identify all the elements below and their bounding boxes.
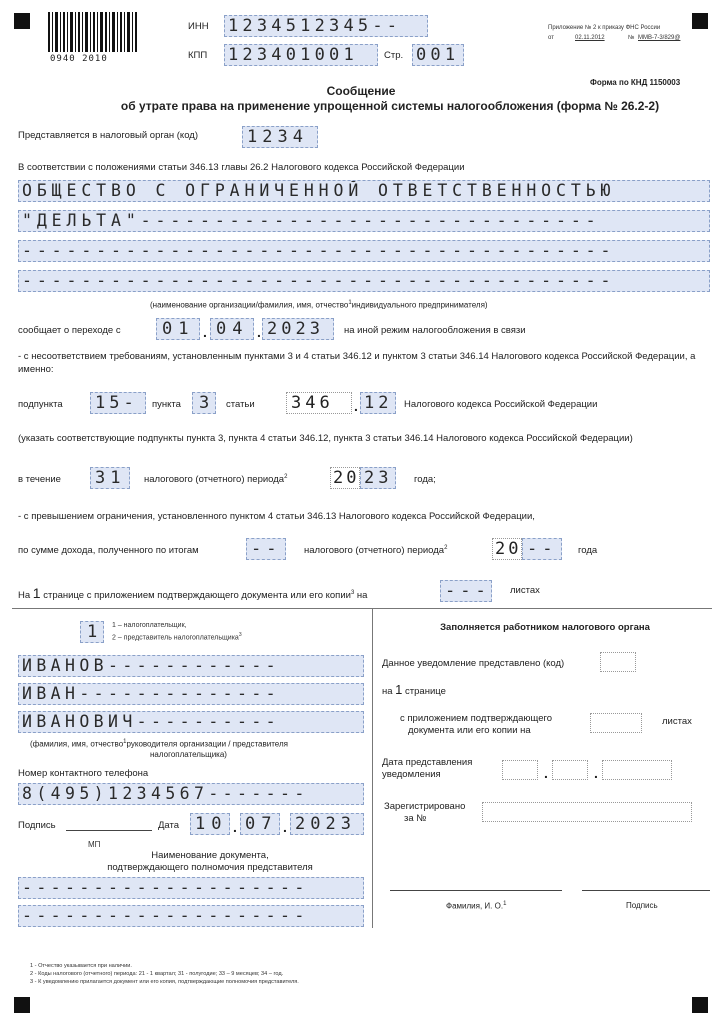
- signer-type-option-1: 1 – налогоплательщик,: [112, 622, 187, 629]
- period2-year-prefix: 20: [492, 538, 522, 560]
- signer-name-field[interactable]: ИВАН--------------: [18, 683, 364, 705]
- signer-patronymic-field[interactable]: ИВАНОВИЧ----------: [18, 711, 364, 733]
- date-separator: .: [544, 765, 548, 781]
- period1-period-text: налогового (отчетного) периода: [144, 474, 285, 486]
- org-name-line-2[interactable]: "ДЕЛЬТА"-------------------------------: [18, 210, 710, 232]
- signer-type-field[interactable]: 1: [80, 621, 104, 643]
- signer-surname-field[interactable]: ИВАНОВ------------: [18, 655, 364, 677]
- fio-label: [446, 901, 506, 911]
- submission-year-field[interactable]: [602, 760, 672, 780]
- inn-field[interactable]: 1234512345--: [224, 15, 428, 37]
- org-name-caption-text: (наименование организации/фамилия, имя, отчество: [150, 300, 349, 310]
- org-name-caption: [150, 300, 488, 310]
- attachment-tail: листах: [662, 716, 692, 727]
- kpp-label: КПП: [188, 50, 208, 61]
- footnote-3: 3 - К уведомлению прилагается документ или его копия, подтверждающие полномочия представителя.: [30, 979, 299, 985]
- submission-month-field[interactable]: [552, 760, 588, 780]
- signer-caption-text: (фамилия, имя, отчество: [30, 739, 124, 749]
- registration-number-field[interactable]: [482, 802, 692, 822]
- article-separator: .: [354, 398, 358, 414]
- signer-type-option-2-text: 2 – представитель налогоплательщика: [112, 634, 239, 642]
- doc-label-line-2: подтверждающего полномочия представителя: [107, 862, 313, 873]
- period2-sup: 2: [444, 545, 448, 551]
- period1-tail: года;: [414, 474, 436, 485]
- footnote-2: 2 - Коды налогового (отчетного) периода: 21 - 1 квартал; 31 - полугодие; 33 – 9 месяцев; 34 – год.: [30, 971, 284, 977]
- registration-label-1: Зарегистрировано: [384, 801, 466, 812]
- submission-date-label-1: Дата представления: [382, 757, 473, 768]
- period1-field[interactable]: [90, 467, 130, 489]
- pages-prefix: На: [18, 590, 31, 601]
- on-pages-prefix: на: [382, 686, 393, 697]
- footnotes: [30, 962, 299, 986]
- period1-sup: 2: [284, 474, 288, 480]
- transition-label: сообщает о переходе с: [18, 325, 121, 336]
- fio-label-text: Фамилия, И. О.: [446, 901, 504, 911]
- appendix-order-number: ММВ-7-3/829@: [638, 35, 681, 41]
- sheets-tail: листах: [510, 585, 540, 596]
- page-number-label: Стр.: [384, 50, 404, 61]
- date-separator: .: [233, 819, 237, 835]
- sign-date-day-field[interactable]: 10: [190, 813, 230, 835]
- page-title: Сообщение: [326, 84, 396, 98]
- transition-day-field[interactable]: 01: [156, 318, 200, 340]
- sign-date-year-field[interactable]: 2023: [290, 813, 364, 835]
- period2-tail: года: [578, 545, 598, 556]
- date-separator: .: [203, 324, 207, 340]
- org-name-caption-end: индивидуального предпринимателя): [351, 300, 488, 310]
- phone-field[interactable]: 8(495)1234567-------: [18, 783, 364, 805]
- attachment-label-line-2: документа или его копии на: [408, 725, 531, 736]
- sign-date-label: Дата: [158, 820, 180, 831]
- period2-label: по сумме дохода, полученного по итогам: [18, 545, 199, 556]
- tax-office-field[interactable]: 1234: [242, 126, 318, 148]
- barcode-number: 0940 2010: [50, 54, 108, 64]
- appendix-from-label: от: [548, 35, 554, 41]
- signer-type-sup: 3: [238, 632, 242, 638]
- corner-marker-top-left: [14, 13, 30, 29]
- on-pages-line: [382, 682, 446, 697]
- inn-label: ИНН: [188, 21, 209, 32]
- signature-label: Подпись: [18, 820, 56, 831]
- subitem-field[interactable]: 15-: [90, 392, 146, 414]
- appendix-no-label: №: [628, 35, 635, 41]
- article-tail: Налогового кодекса Российской Федерации: [404, 399, 598, 410]
- noncompliance-text: - с несоответствием требованиям, установленным пунктами 3 и 4 статьи 346.12 и пунктом 3 статьи 346.14 Налогового кодекса Российской Федерации, а именно:: [18, 351, 696, 375]
- doc-label-line-1: Наименование документа,: [151, 850, 269, 861]
- page-subtitle: об утрате права на применение упрощенной системы налогообложения (форма № 26.2-2): [120, 99, 660, 113]
- section-divider: [12, 608, 712, 609]
- submitted-label: Данное уведомление представлено (код): [382, 658, 565, 669]
- sheets-field[interactable]: ---: [440, 580, 492, 602]
- item-label: пункта: [152, 399, 181, 410]
- pages-sup: 3: [350, 589, 355, 596]
- tax-authority-title: Заполняется работником налогового органа: [440, 622, 650, 633]
- phone-label: Номер контактного телефона: [18, 768, 149, 779]
- on-pages-suffix: странице: [405, 686, 446, 697]
- barcode: [48, 12, 140, 52]
- tax-office-label: Представляется в налоговый орган (код): [18, 130, 198, 141]
- form-code: Форма по КНД 1150003: [590, 78, 681, 87]
- sign-line: [582, 890, 710, 891]
- period2-period-label: [304, 545, 447, 556]
- signer-type-option-2: [112, 632, 242, 641]
- article-label: статьи: [226, 399, 255, 410]
- period1-year-field[interactable]: 23: [360, 467, 396, 489]
- kpp-field[interactable]: 123401001: [224, 44, 378, 66]
- org-name-line-3[interactable]: ----------------------------------------: [18, 240, 710, 262]
- pages-count: 1: [32, 585, 41, 601]
- authority-sign-label: Подпись: [626, 901, 658, 910]
- date-separator: .: [594, 765, 598, 781]
- corner-marker-bottom-right: [692, 997, 708, 1013]
- pages-middle: странице с приложением подтверждающего документа или его копии: [43, 590, 351, 601]
- period2-field[interactable]: --: [246, 538, 286, 560]
- pages-on: на: [356, 590, 368, 601]
- signer-caption-line-1: [30, 739, 288, 749]
- page-number-field[interactable]: 001: [412, 44, 464, 66]
- doc-name-line-1[interactable]: --------------------: [18, 877, 364, 899]
- submission-day-field[interactable]: [502, 760, 538, 780]
- appendix-line: Приложение № 2 к приказу ФНС России: [548, 25, 661, 31]
- period2-year-field[interactable]: --: [522, 538, 562, 560]
- appendix-date: 02.11.2012: [575, 35, 605, 41]
- submission-date-label-2: уведомления: [382, 769, 441, 780]
- transition-year-field[interactable]: 2023: [262, 318, 334, 340]
- submitted-code-field[interactable]: [600, 652, 636, 672]
- sign-date-month-field[interactable]: 07: [240, 813, 280, 835]
- doc-name-line-2[interactable]: --------------------: [18, 905, 364, 927]
- transition-tail: на иной режим налогообложения в связи: [344, 325, 526, 336]
- article-field-a[interactable]: 346: [286, 392, 352, 414]
- signer-caption-sup: 1: [123, 739, 127, 745]
- subitem-label: подпункта: [18, 399, 63, 410]
- basis-text: В соответствии с положениями статьи 346.13 главы 26.2 Налогового кодекса Российской Федерации: [18, 162, 465, 173]
- pages-line: [18, 585, 367, 601]
- attachment-label-line-1: с приложением подтверждающего: [400, 713, 553, 724]
- period1-year-prefix: 20: [330, 467, 360, 489]
- date-separator: .: [283, 819, 287, 835]
- excess-text: - с превышением ограничения, установленного пунктом 4 статьи 346.13 Налогового кодекса Российской Федерации,: [18, 511, 535, 522]
- transition-month-field[interactable]: 04: [210, 318, 254, 340]
- item-field[interactable]: 3: [192, 392, 216, 414]
- signer-caption-end: руководителя организации / представителя: [126, 739, 288, 749]
- column-divider: [372, 608, 373, 928]
- corner-marker-top-right: [692, 13, 708, 29]
- date-separator: .: [257, 324, 261, 340]
- fio-line: [390, 890, 562, 891]
- registration-label-2: за №: [404, 813, 427, 824]
- org-name-caption-sup: 1: [348, 300, 352, 306]
- attachment-sheets-field[interactable]: [590, 713, 642, 733]
- period1-period-label: [144, 474, 287, 485]
- corner-marker-bottom-left: [14, 997, 30, 1013]
- signature-line: [66, 830, 152, 831]
- stamp-label: МП: [88, 840, 101, 849]
- footnote-1: 1 - Отчество указывается при наличии.: [30, 963, 132, 969]
- period1-label: в течение: [18, 474, 61, 485]
- on-pages-value: 1: [395, 682, 403, 697]
- indicate-text: (указать соответствующие подпункты пункта 3, пункта 4 статьи 346.12, пункта 3 статьи 346.14 Налогового кодекса Российской Федерации): [18, 433, 633, 444]
- signer-caption-line-2: налогоплательщика): [150, 750, 227, 759]
- period2-period-text: налогового (отчетного) периода: [304, 545, 445, 557]
- org-name-line-1[interactable]: ОБЩЕСТВО С ОГРАНИЧЕННОЙ ОТВЕТСТВЕННОСТЬЮ: [18, 180, 710, 202]
- org-name-line-4[interactable]: ----------------------------------------: [18, 270, 710, 292]
- article-field-b[interactable]: 12: [360, 392, 396, 414]
- fio-sup: 1: [503, 901, 507, 907]
- period1-value: 31: [95, 468, 126, 488]
